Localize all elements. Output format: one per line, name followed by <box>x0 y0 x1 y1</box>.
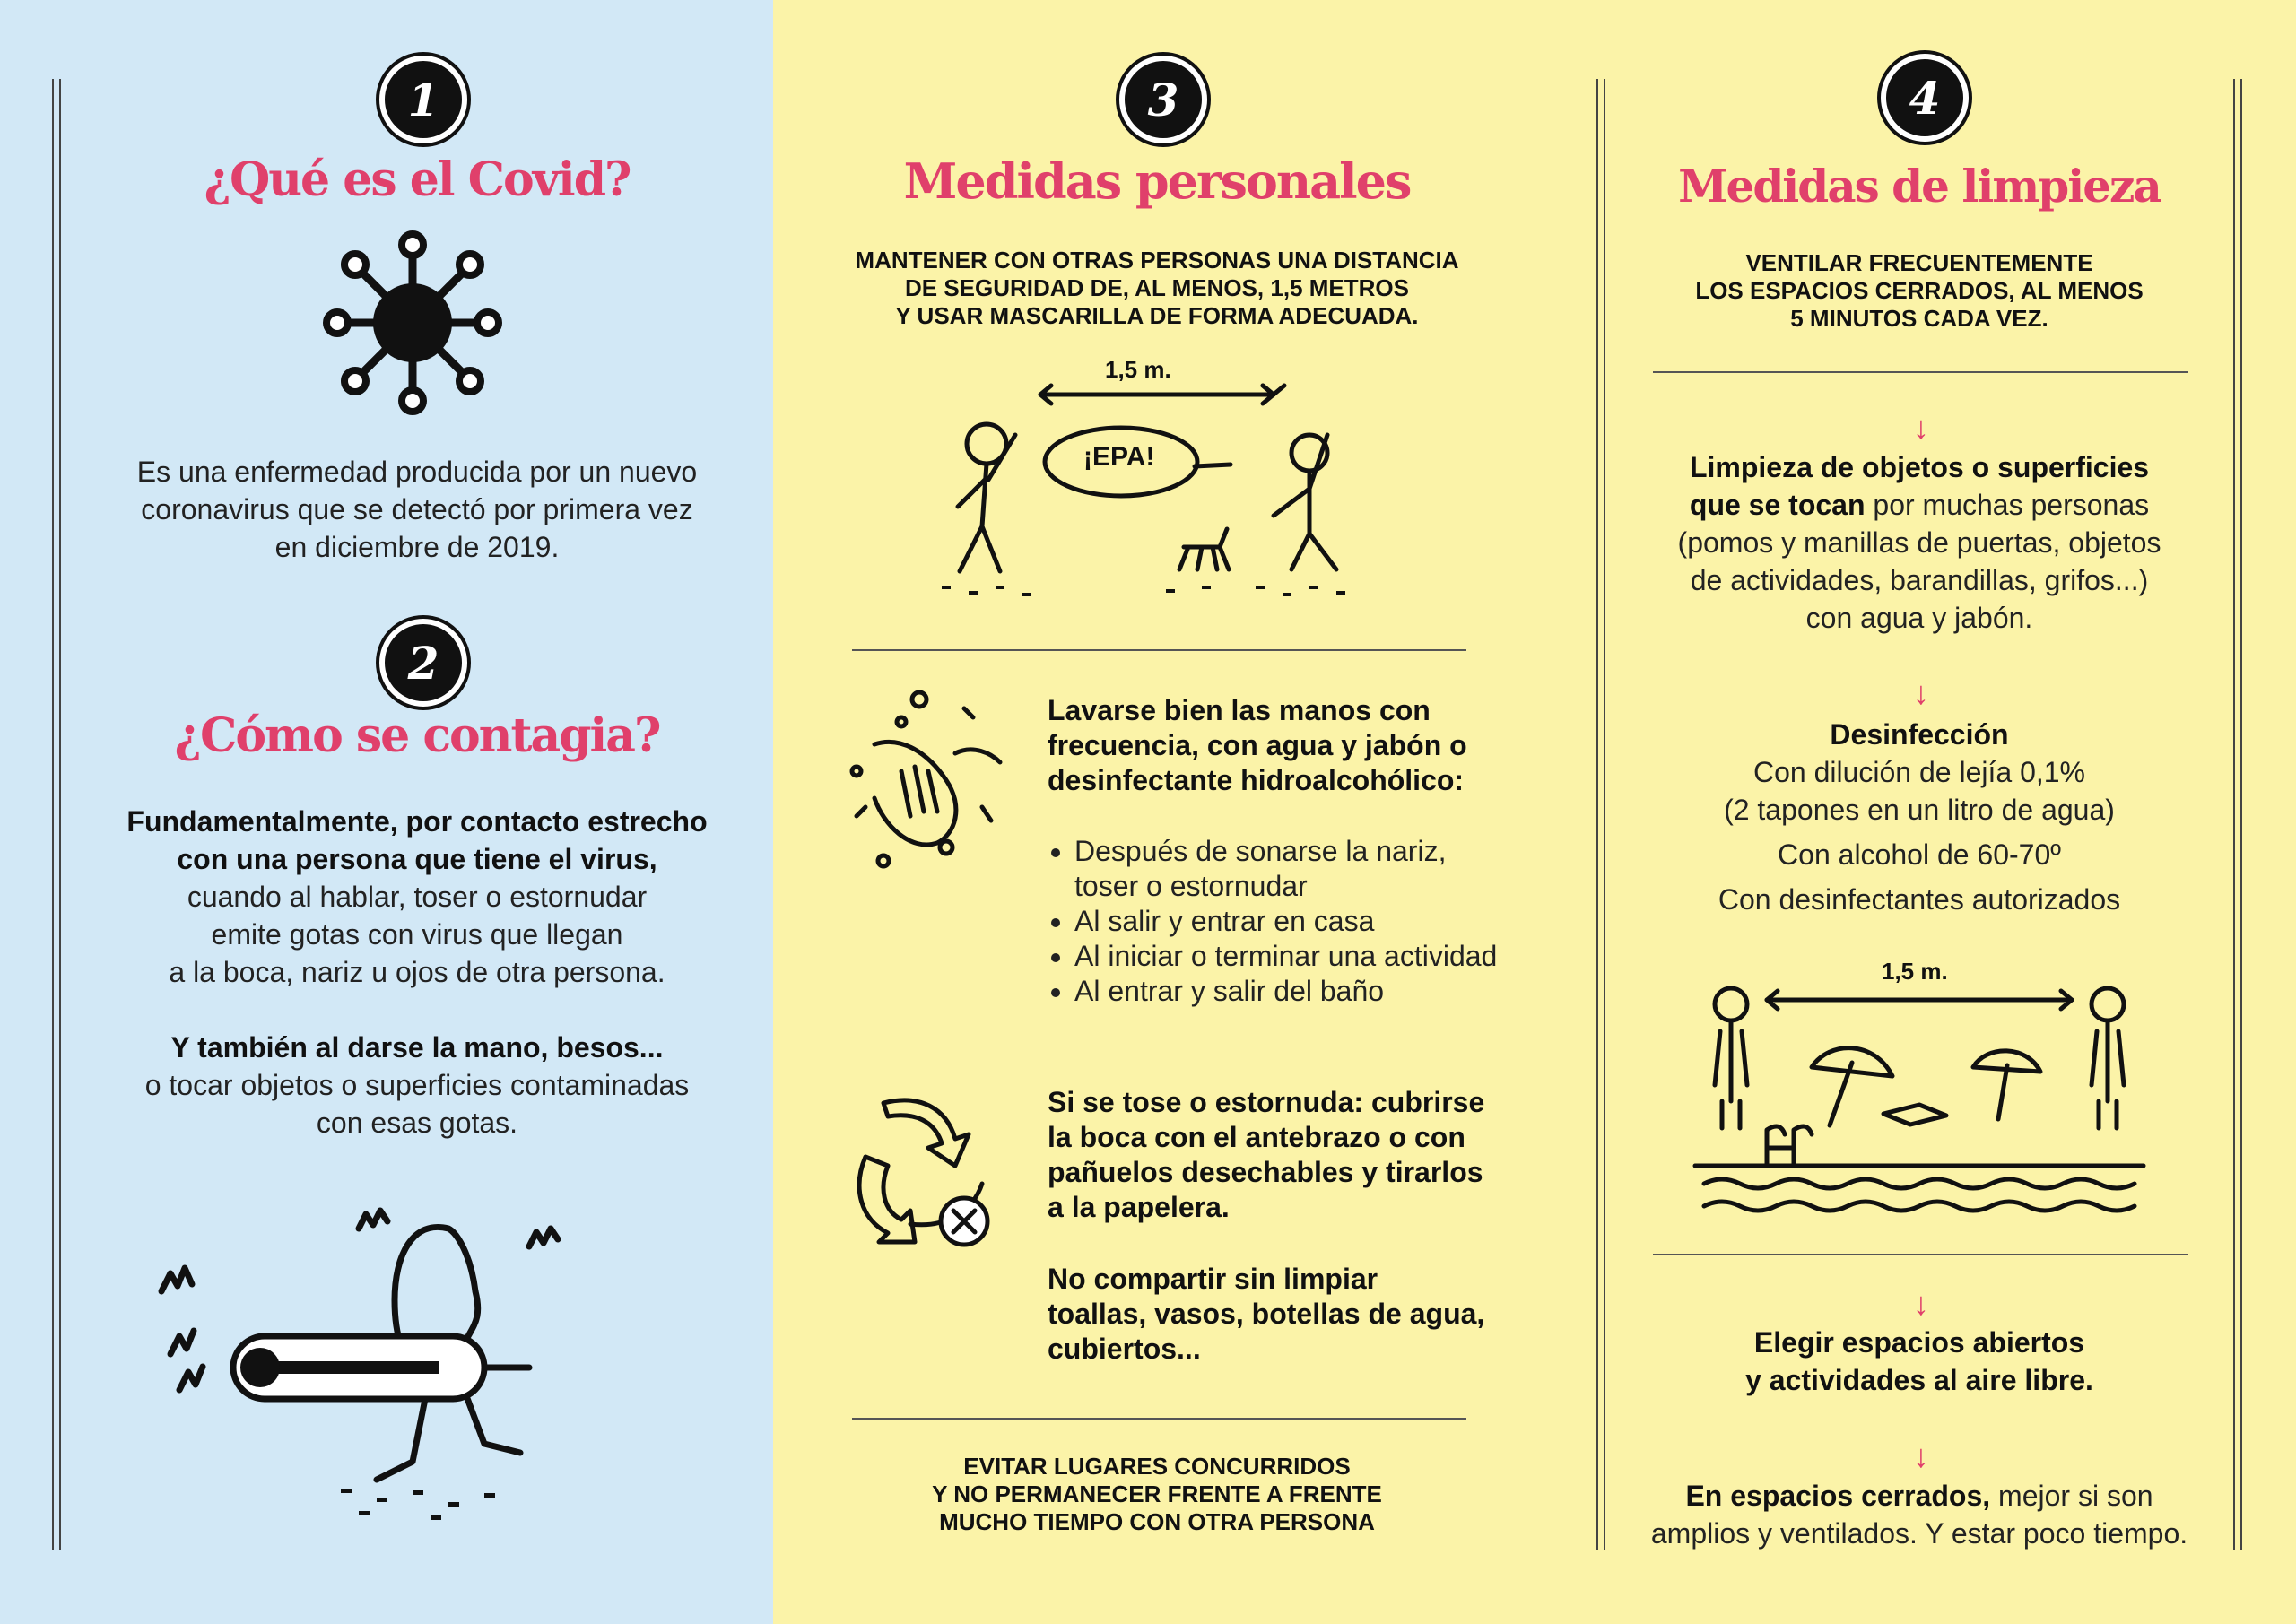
beach-distance-illustration <box>1695 951 2144 1220</box>
cleaning-bold-line-1: Limpieza de objetos o superficies <box>1689 451 2150 483</box>
distance-instruction-line-1: MANTENER CON OTRAS PERSONAS UNA DISTANCIA <box>855 247 1459 274</box>
cleaning-line-2: (pomos y manillas de puertas, objetos <box>1677 526 2161 559</box>
avoid-crowds-line-2: Y NO PERMANECER FRENTE A FRENTE <box>932 1481 1382 1507</box>
step-number-4: 4 <box>1881 54 1969 142</box>
disinfection-line-2: (2 tapones en un litro de agua) <box>1724 794 2115 826</box>
spread-line-2: emite gotas con virus que llegan <box>211 918 623 951</box>
divider-line <box>852 649 1466 651</box>
closed-spaces-bold: En espacios cerrados, <box>1685 1480 1991 1512</box>
covid-definition-line-2: coronavirus que se detectó por primera vez <box>141 493 693 525</box>
hand-washing-list <box>1048 834 1514 1009</box>
avoid-crowds-line-3: MUCHO TIEMPO CON OTRA PERSONA <box>939 1508 1375 1535</box>
spread-line-1: cuando al hablar, toser o estornudar <box>187 881 648 913</box>
social-distance-illustration <box>933 354 1381 614</box>
distance-label: 1,5 m. <box>1882 958 1948 985</box>
cough-instruction-line-2: la boca con el antebrazo o con <box>1048 1121 1465 1153</box>
virus-icon <box>314 229 511 417</box>
covid-definition-line-3: en diciembre de 2019. <box>274 531 560 563</box>
fever-person-thermometer-illustration <box>161 1202 592 1524</box>
avoid-crowds-instruction <box>834 1453 1480 1536</box>
no-share-instruction <box>1048 1262 1514 1367</box>
hand-washing-title-line-1: Lavarse bien las manos con <box>1048 694 1431 726</box>
hand-washing-item-3: • Al iniciar o terminar una actividad <box>1074 939 1514 974</box>
section-title-how-spread: ¿Cómo se contagia? <box>174 708 660 763</box>
step-number-3: 3 <box>1119 56 1207 143</box>
cleaning-bold-line-2: que se tocan <box>1689 489 1866 521</box>
cough-instruction-line-1: Si se tose o estornuda: cubrirse <box>1048 1086 1485 1118</box>
closed-spaces-text <box>1632 1477 2206 1552</box>
disinfection-line-3: Con alcohol de 60-70º <box>1778 838 2061 871</box>
ventilate-line-3: 5 MINUTOS CADA VEZ. <box>1790 305 2048 332</box>
left-border-rule <box>52 79 54 1550</box>
hand-washing-item-2: • Al salir y entrar en casa <box>1074 904 1514 939</box>
divider-line <box>852 1418 1466 1420</box>
column-divider-rule <box>1596 79 1598 1550</box>
disinfection-line-4: Con desinfectantes autorizados <box>1718 883 2121 916</box>
arrow-down-icon: ↓ <box>1913 674 1929 711</box>
ventilate-line-2: LOS ESPACIOS CERRADOS, AL MENOS <box>1695 277 2144 304</box>
right-border-rule <box>2233 79 2235 1550</box>
covid-definition-text <box>72 453 762 566</box>
ventilate-line-1: VENTILAR FRECUENTEMENTE <box>1745 249 2093 276</box>
section-title-cleaning-measures: Medidas de limpieza <box>1678 160 2161 213</box>
distance-instruction-line-3: Y USAR MASCARILLA DE FORMA ADECUADA. <box>895 302 1419 329</box>
disinfection-line-1: Con dilución de lejía 0,1% <box>1752 756 2085 788</box>
spread-bold-line-1: Fundamentalmente, por contacto estrecho <box>126 805 708 838</box>
spread-line-4: o tocar objetos o superficies contaminadas <box>144 1069 690 1101</box>
divider-line <box>1653 371 2188 373</box>
covid-definition-line-1: Es una enfermedad producida por un nuevo <box>136 456 698 488</box>
cough-instruction <box>1048 1085 1514 1225</box>
arrow-down-icon: ↓ <box>1913 1285 1929 1322</box>
avoid-crowds-line-1: EVITAR LUGARES CONCURRIDOS <box>963 1453 1351 1480</box>
divider-line <box>1653 1254 2188 1255</box>
spread-bold-line-3: Y también al darse la mano, besos... <box>170 1031 664 1064</box>
cleaning-surfaces-text <box>1632 448 2206 637</box>
no-share-line-2: toallas, vasos, botellas de agua, <box>1048 1298 1485 1330</box>
open-spaces-text <box>1632 1324 2206 1399</box>
spread-text <box>72 803 762 1142</box>
arrow-down-icon: ↓ <box>1913 409 1929 446</box>
closed-spaces-line-2: amplios y ventilados. Y estar poco tiempo. <box>1650 1517 2188 1550</box>
hand-washing-title-line-3: desinfectante hidroalcohólico: <box>1048 764 1465 796</box>
disinfection-text <box>1632 716 2206 918</box>
recycle-tissue-icon <box>848 1085 1009 1255</box>
step-number-1: 1 <box>379 56 467 143</box>
cleaning-line-4: con agua y jabón. <box>1805 602 2033 634</box>
hand-washing-title <box>1048 693 1514 798</box>
distance-instruction-line-2: DE SEGURIDAD DE, AL MENOS, 1,5 METROS <box>905 274 1409 301</box>
cough-instruction-line-3: pañuelos desechables y tirarlos <box>1048 1156 1483 1188</box>
arrow-down-icon: ↓ <box>1913 1437 1929 1474</box>
ventilate-instruction <box>1632 249 2206 333</box>
distance-label: 1,5 m. <box>1105 356 1171 383</box>
step-number-2: 2 <box>379 619 467 707</box>
spread-line-5: con esas gotas. <box>316 1107 518 1139</box>
distance-instruction <box>834 247 1480 330</box>
cough-instruction-line-4: a la papelera. <box>1048 1191 1230 1223</box>
section-title-personal-measures: Medidas personales <box>903 152 1411 210</box>
spread-line-3: a la boca, nariz u ojos de otra persona. <box>169 956 665 988</box>
cleaning-line-1: por muchas personas <box>1865 489 2150 521</box>
section-title-what-is-covid: ¿Qué es el Covid? <box>204 152 631 207</box>
hand-washing-title-line-2: frecuencia, con agua y jabón o <box>1048 729 1467 761</box>
cleaning-line-3: de actividades, barandillas, grifos...) <box>1690 564 2149 596</box>
open-spaces-line-2: y actividades al aire libre. <box>1745 1364 2093 1396</box>
speech-bubble-text: ¡EPA! <box>1083 442 1155 472</box>
no-share-line-1: No compartir sin limpiar <box>1048 1263 1378 1295</box>
hand-washing-item-4: • Al entrar y salir del baño <box>1074 974 1514 1009</box>
open-spaces-line-1: Elegir espacios abiertos <box>1753 1326 2085 1359</box>
no-share-line-3: cubiertos... <box>1048 1333 1201 1365</box>
disinfection-title: Desinfección <box>1830 718 2009 751</box>
spread-bold-line-2: con una persona que tiene el virus, <box>177 843 657 875</box>
closed-spaces-line-1: mejor si son <box>1990 1480 2153 1512</box>
hand-washing-icon <box>848 690 1009 870</box>
hand-washing-item-1: • Después de sonarse la nariz, toser o estornudar <box>1074 834 1514 904</box>
